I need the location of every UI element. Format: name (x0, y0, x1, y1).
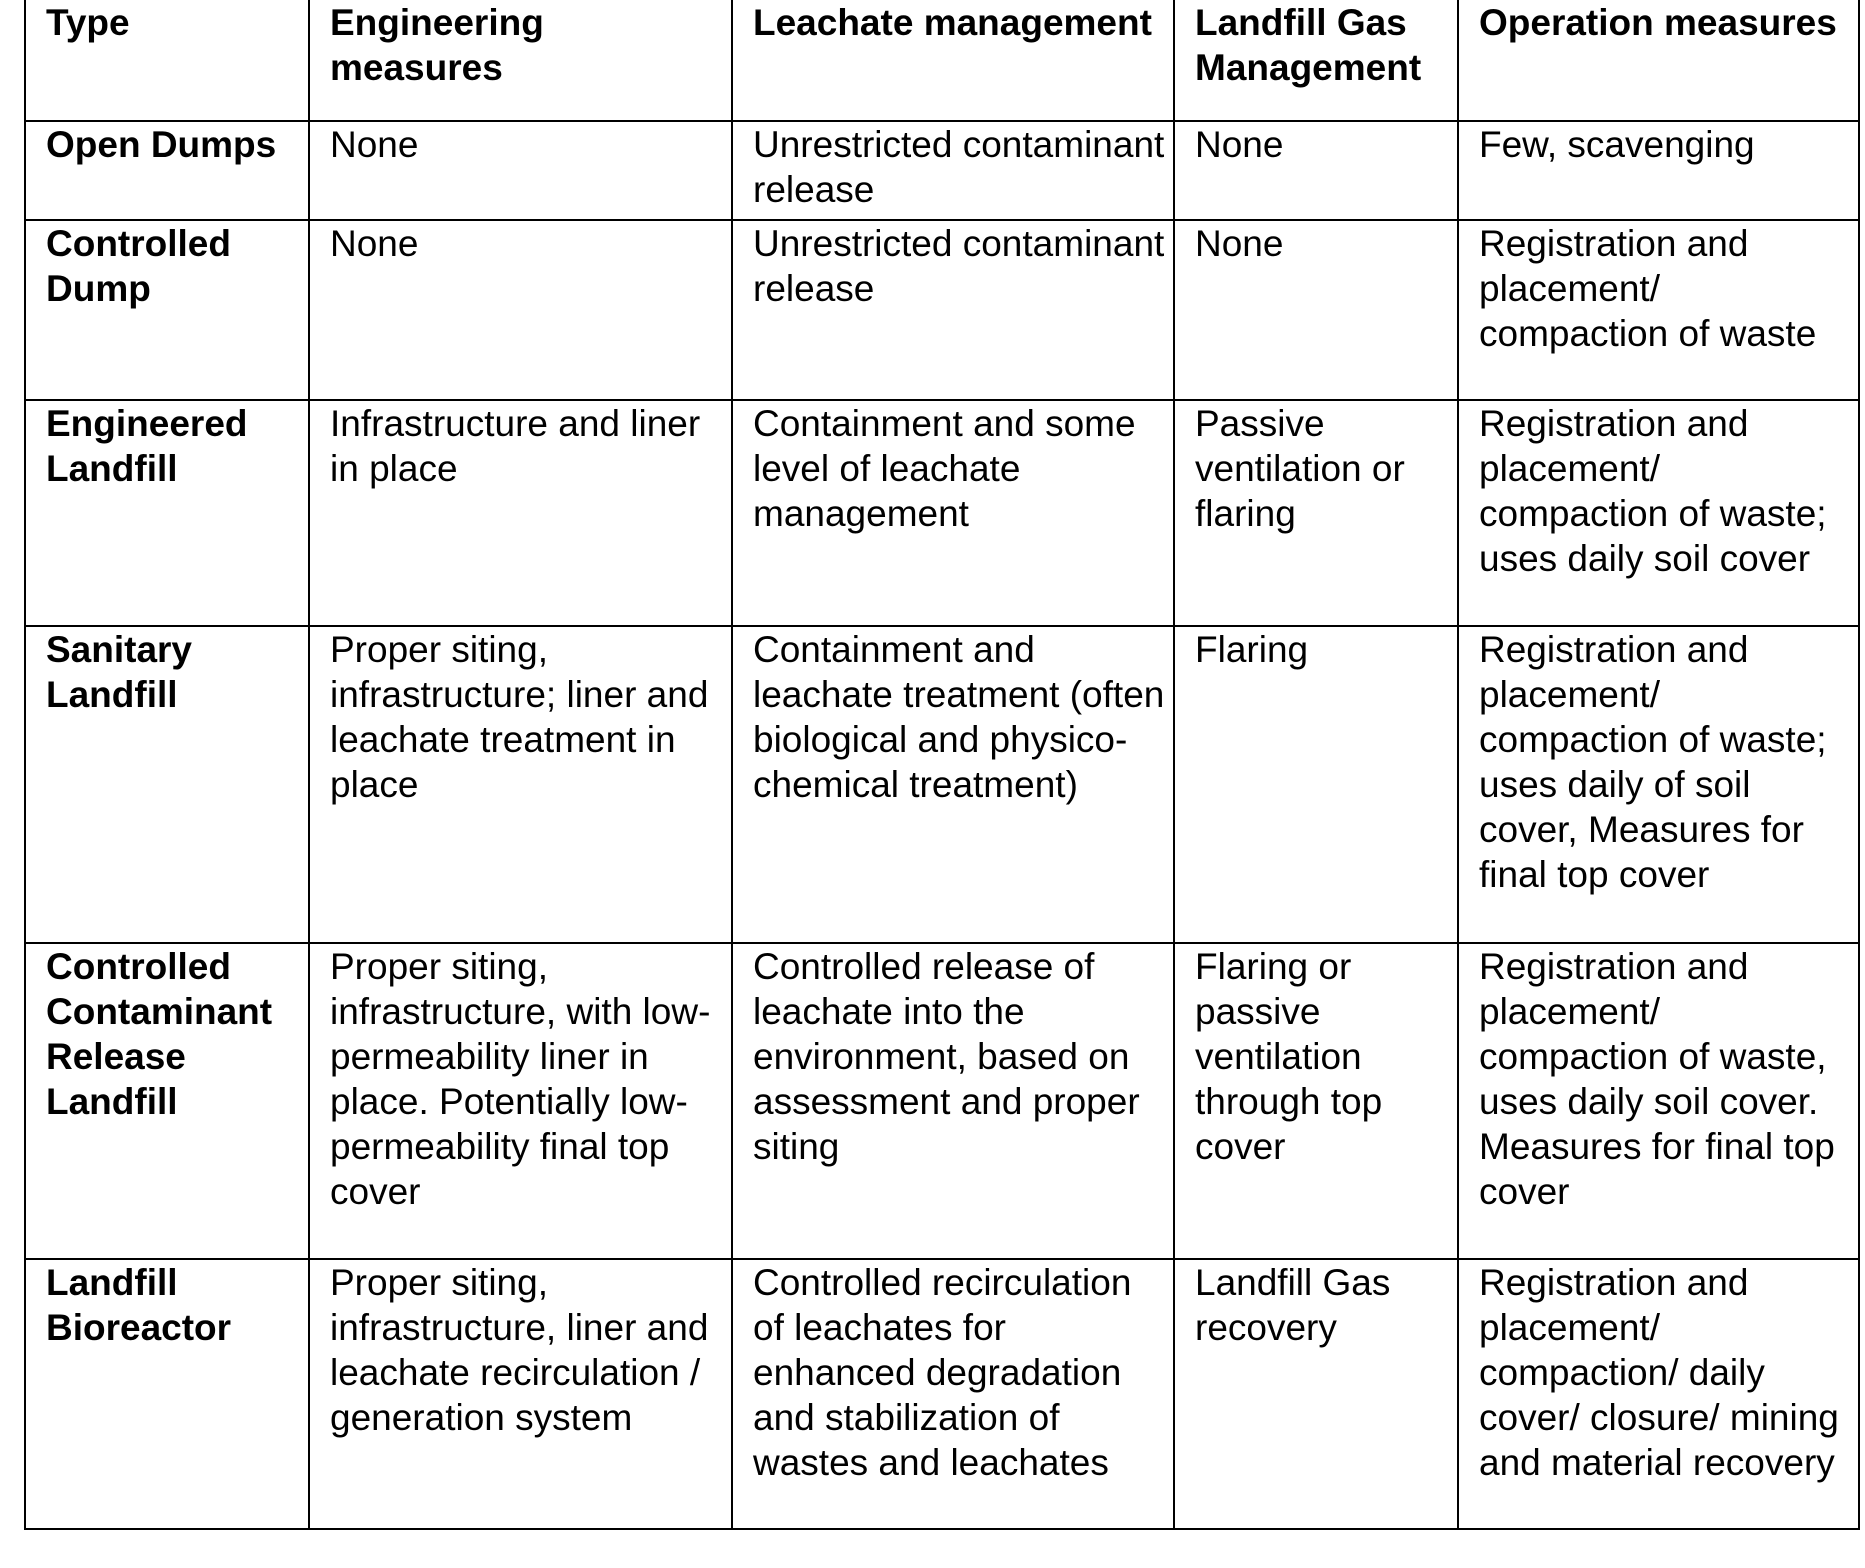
header-engineering-measures: Engineering measures (309, 0, 732, 121)
cell-operation-measures: Registration and placement/ compaction of waste (1458, 220, 1859, 400)
cell-landfill-gas-management: None (1174, 121, 1458, 220)
cell-operation-measures: Registration and placement/ compaction of waste; uses daily soil cover (1458, 400, 1859, 626)
cell-leachate-management: Controlled recirculation of leachates for enhanced degradation and stabilization of wastes and leachates (732, 1259, 1174, 1529)
header-type: Type (25, 0, 309, 121)
table-row (25, 626, 1859, 943)
cell-operation-measures: Registration and placement/ compaction/ daily cover/ closure/ mining and material recovery (1458, 1259, 1859, 1529)
table-row (25, 1259, 1859, 1529)
cell-leachate-management: Containment and some level of leachate management (732, 400, 1174, 626)
cell-leachate-management: Unrestricted contaminant release (732, 121, 1174, 220)
table-row (25, 121, 1859, 220)
header-leachate-management: Leachate management (732, 0, 1174, 121)
cell-engineering-measures: Proper siting, infrastructure, liner and leachate recirculation / generation system (309, 1259, 732, 1529)
cell-engineering-measures: Proper siting, infrastructure, with low-permeability liner in place. Potentially low-permeability final top cover (309, 943, 732, 1259)
table-row (25, 943, 1859, 1259)
cell-operation-measures: Registration and placement/ compaction of waste; uses daily of soil cover, Measures for final top cover (1458, 626, 1859, 943)
cell-landfill-gas-management: Flaring (1174, 626, 1458, 943)
cell-type: Landfill Bioreactor (25, 1259, 309, 1529)
cell-engineering-measures: Proper siting, infrastructure; liner and leachate treatment in place (309, 626, 732, 943)
cell-operation-measures: Few, scavenging (1458, 121, 1859, 220)
cell-type: Open Dumps (25, 121, 309, 220)
cell-engineering-measures: None (309, 220, 732, 400)
header-operation-measures: Operation measures (1458, 0, 1859, 121)
cell-type: Controlled Contaminant Release Landfill (25, 943, 309, 1259)
cell-engineering-measures: Infrastructure and liner in place (309, 400, 732, 626)
cell-leachate-management: Containment and leachate treatment (often biological and physico-chemical treatment) (732, 626, 1174, 943)
cell-landfill-gas-management: Flaring or passive ventilation through top cover (1174, 943, 1458, 1259)
table-row (25, 220, 1859, 400)
table-row (25, 400, 1859, 626)
landfill-types-table (24, 0, 1860, 1530)
cell-type: Sanitary Landfill (25, 626, 309, 943)
cell-type: Engineered Landfill (25, 400, 309, 626)
header-landfill-gas-management: Landfill Gas Management (1174, 0, 1458, 121)
cell-landfill-gas-management: Landfill Gas recovery (1174, 1259, 1458, 1529)
table-header-row (25, 0, 1859, 121)
cell-leachate-management: Unrestricted contaminant release (732, 220, 1174, 400)
cell-operation-measures: Registration and placement/ compaction of waste, uses daily soil cover. Measures for final top cover (1458, 943, 1859, 1259)
cell-type: Controlled Dump (25, 220, 309, 400)
cell-engineering-measures: None (309, 121, 732, 220)
cell-leachate-management: Controlled release of leachate into the environment, based on assessment and proper siting (732, 943, 1174, 1259)
cell-landfill-gas-management: None (1174, 220, 1458, 400)
cell-landfill-gas-management: Passive ventilation or flaring (1174, 400, 1458, 626)
